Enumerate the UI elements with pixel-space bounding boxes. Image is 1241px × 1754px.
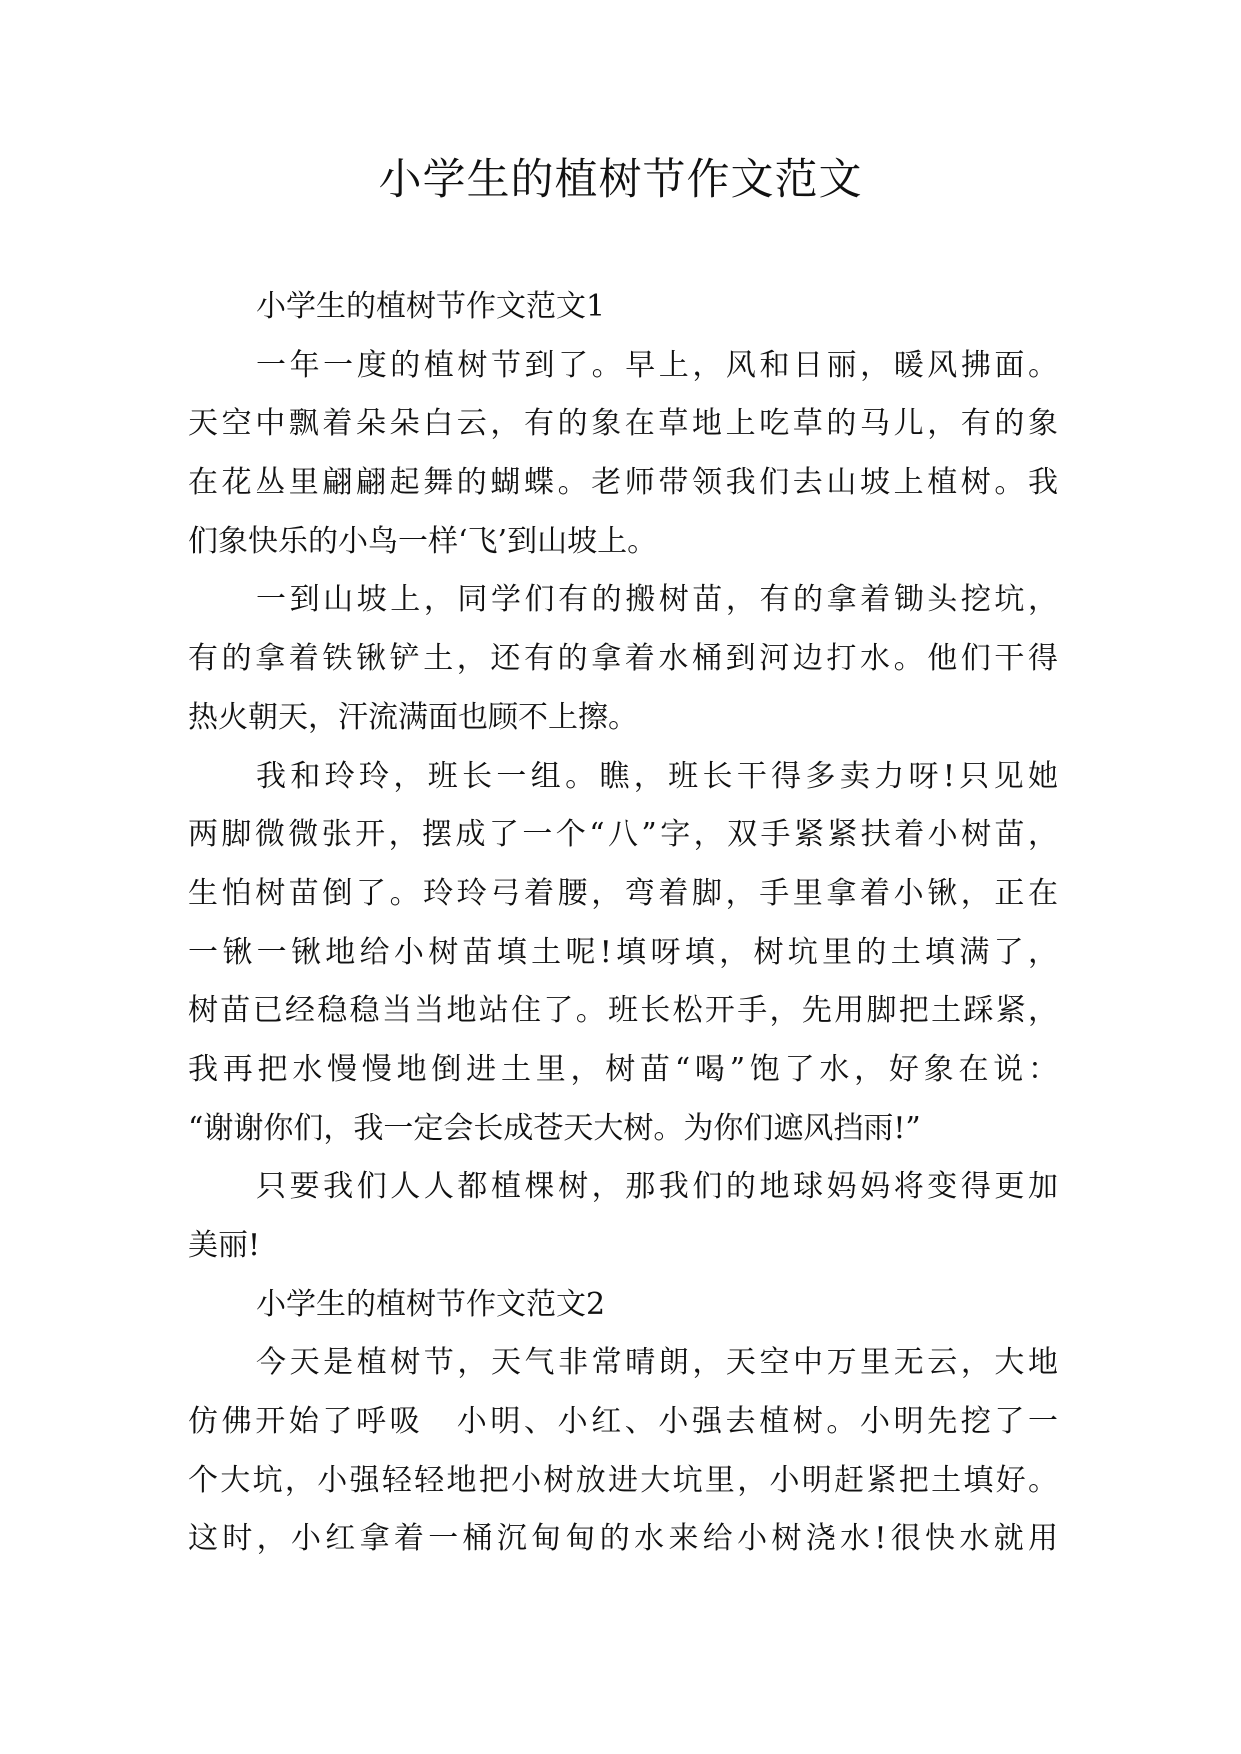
text-line: 们象快乐的小鸟一样‘飞’到山坡上。 [188,523,658,559]
text-line: 一年一度的植树节到了。早上，风和日丽，暖风拂面。 [256,347,1058,383]
text-line: 有的拿着铁锹铲土，还有的拿着水桶到河边打水。他们干得 [188,641,1058,677]
text-line: 生怕树苗倒了。玲玲弓着腰，弯着脚，手里拿着小锹，正在 [188,875,1058,911]
text-line: 树苗已经稳稳当当地站住了。班长松开手，先用脚把土踩紧， [188,993,1058,1029]
text-line: 我再把水慢慢地倒进土里，树苗“喝”饱了水，好象在说： [188,1051,1058,1087]
text-line: 一到山坡上，同学们有的搬树苗，有的拿着锄头挖坑， [256,582,1058,618]
text-line: 两脚微微张开，摆成了一个“八”字，双手紧紧扶着小树苗， [188,817,1058,853]
text-line: 个大坑，小强轻轻地把小树放进大坑里，小明赶紧把土填好。 [188,1462,1058,1498]
text-line: 只要我们人人都植棵树，那我们的地球妈妈将变得更加 [256,1169,1058,1205]
text-line: 这时，小红拿着一桶沉甸甸的水来给小树浇水!很快水就用 [188,1521,1058,1557]
text-line: 天空中飘着朵朵白云，有的象在草地上吃草的马儿，有的象 [188,406,1058,442]
text-line: 小学生的植树节作文范文2 [256,1286,606,1322]
text-line: 今天是植树节，天气非常晴朗，天空中万里无云，大地 [256,1345,1058,1381]
text-line: 美丽! [188,1228,261,1263]
text-line: 仿佛开始了呼吸 小明、小红、小强去植树。小明先挖了一 [188,1404,1058,1440]
text-line: 我和玲玲，班长一组。瞧，班长干得多卖力呀!只见她 [256,758,1058,794]
text-line: 在花丛里翩翩起舞的蝴蝶。老师带领我们去山坡上植树。我 [188,465,1058,501]
text-line: 一锹一锹地给小树苗填土呢!填呀填，树坑里的土填满了， [188,934,1058,970]
document-body [188,278,1058,1569]
text-line: 热火朝天，汗流满面也顾不上擦。 [188,699,638,735]
text-line: 小学生的植树节作文范文1 [256,289,606,324]
text-line: “谢谢你们，我一定会长成苍天大树。为你们遮风挡雨!” [188,1110,921,1146]
document-title: 小学生的植树节作文范文 [378,155,863,205]
